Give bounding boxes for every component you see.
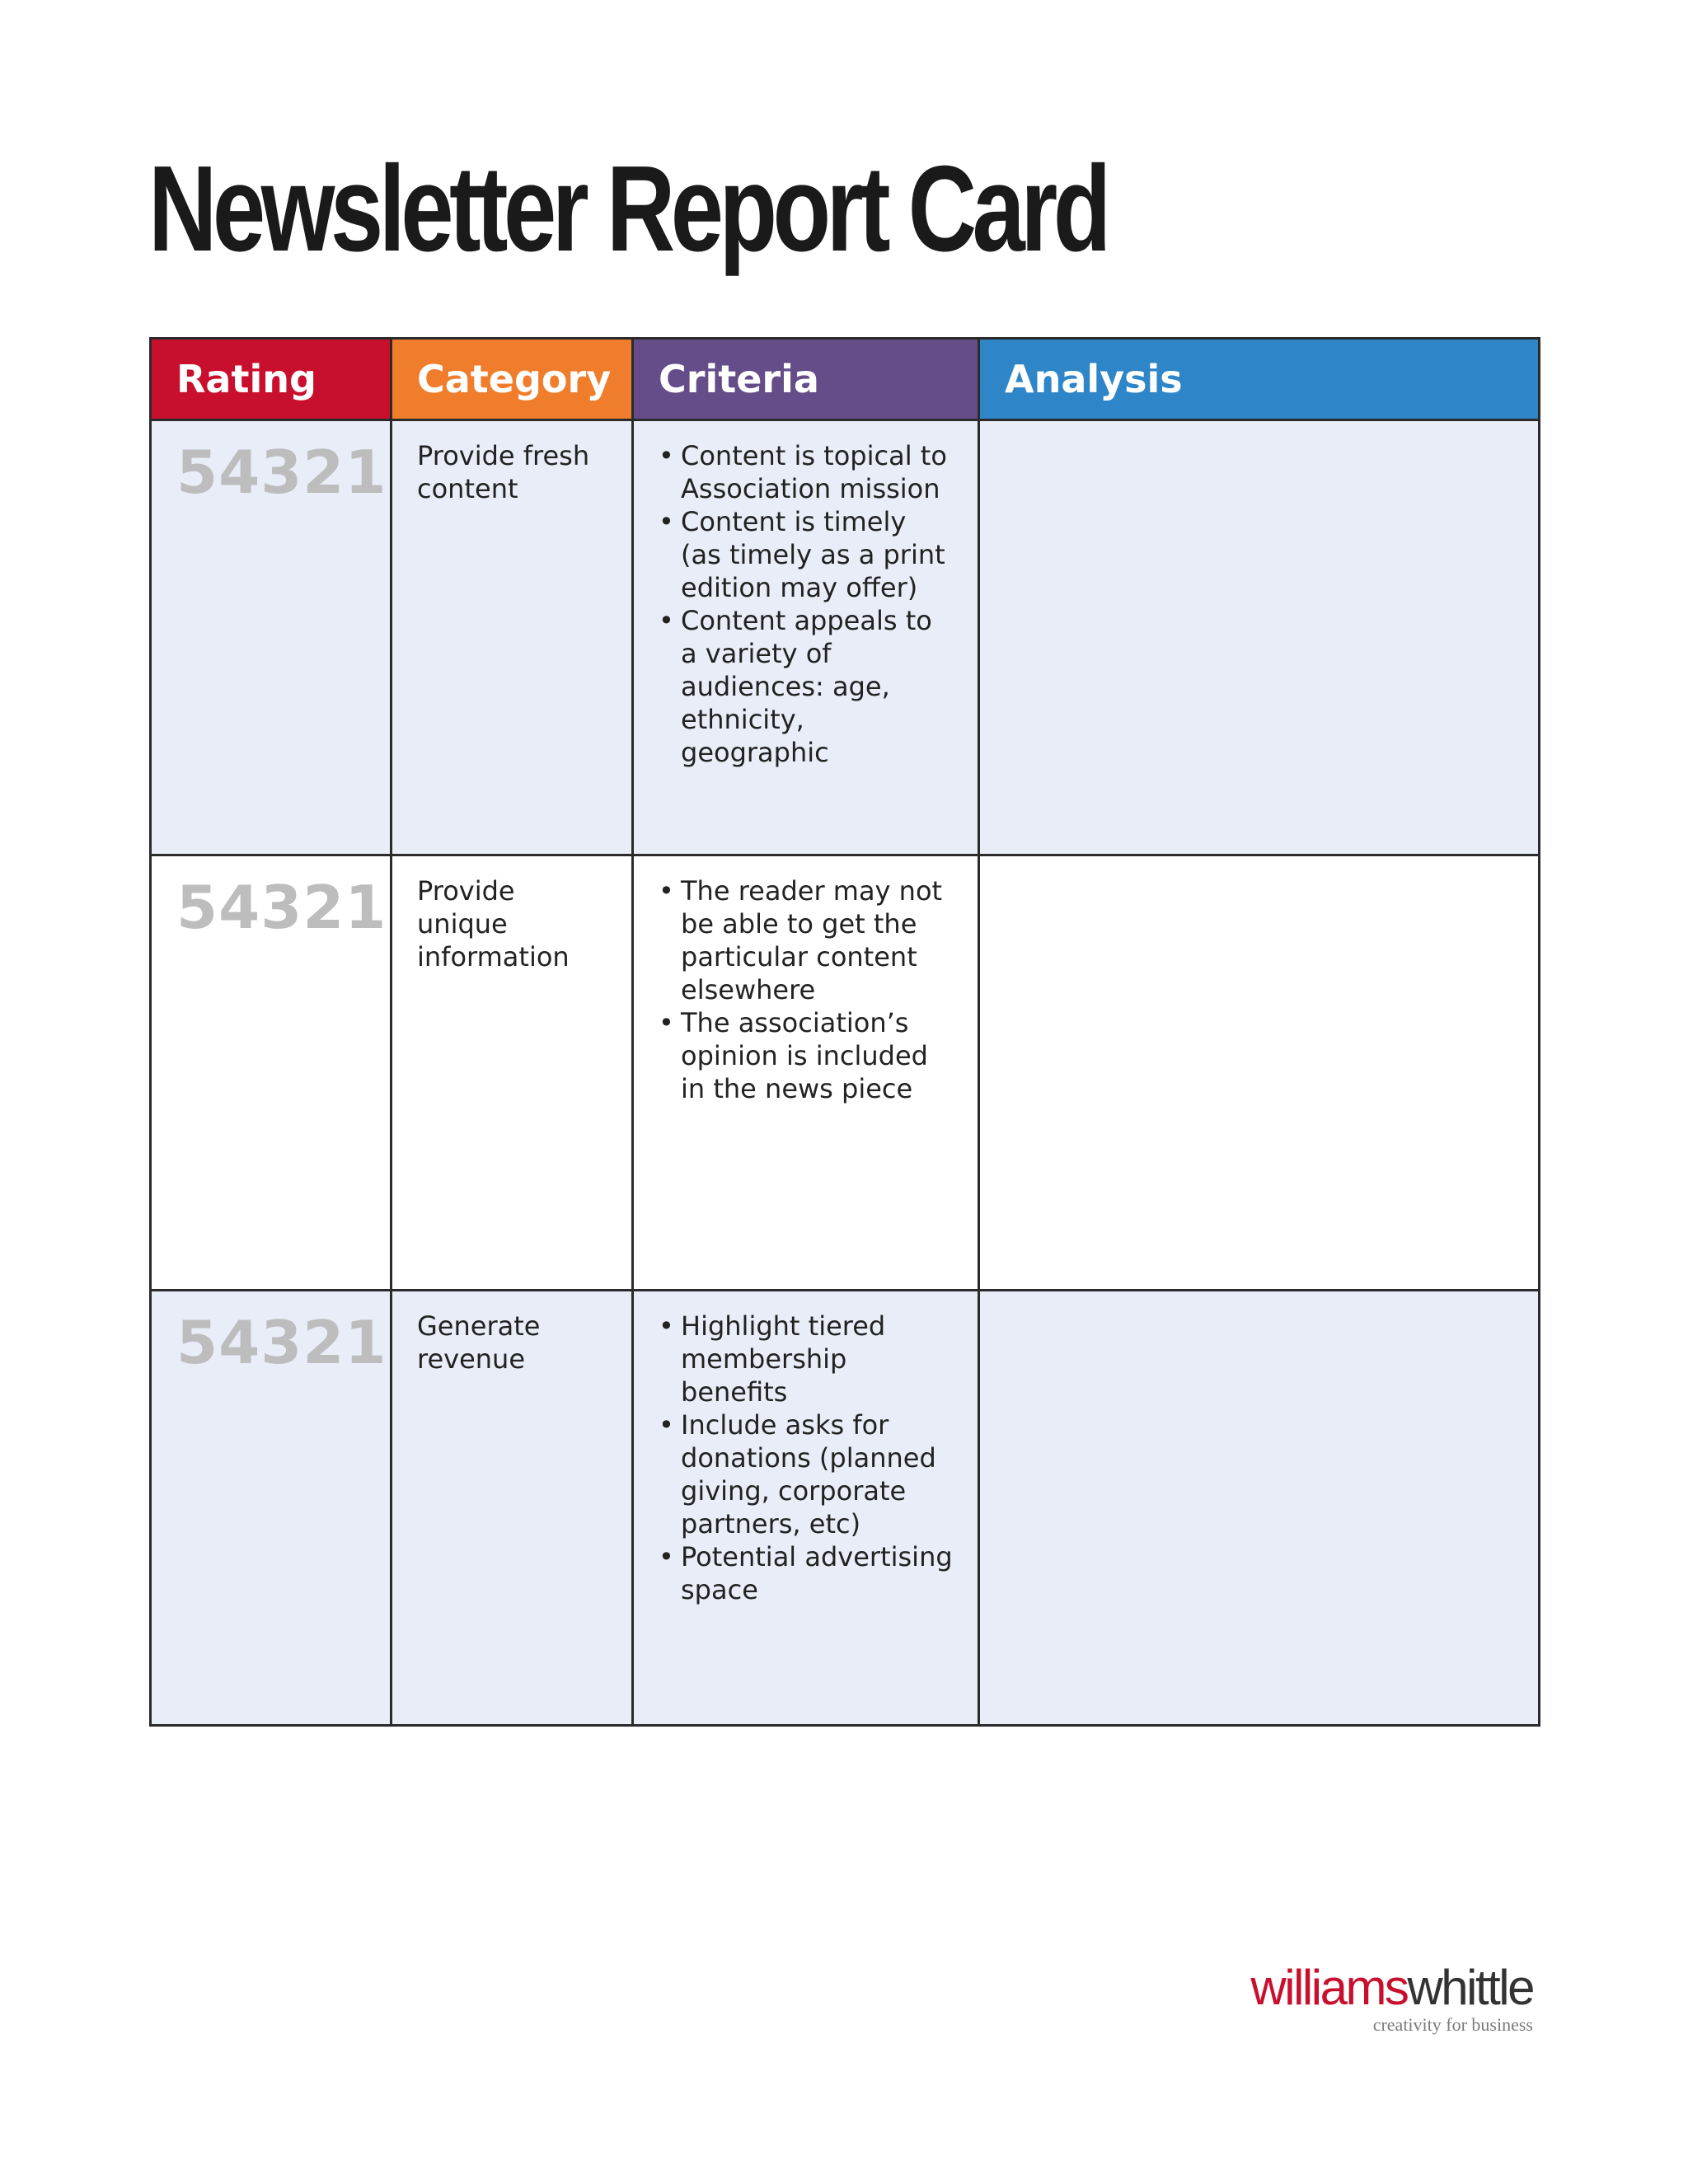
criteria-cell [633,855,979,1291]
rating-scale: 54321 [176,873,387,942]
category-cell [392,420,633,855]
criteria-item: • Content appeals to a variety of audiences: age, ethnicity, geographic [659,604,953,769]
criteria-item: • Content is topical to Association mission [659,439,953,505]
williamswhittle-logo [1250,1960,1533,2036]
category-cell [392,855,633,1291]
criteria-item: • Include asks for donations (planned giving, corporate partners, etc) [659,1408,953,1540]
header-criteria: Criteria [633,339,979,420]
header-row [151,339,1540,420]
analysis-cell[interactable] [979,855,1540,1291]
criteria-list [659,1310,953,1606]
category-text: Provide fresh content [417,440,590,504]
logo-tagline: creativity for business [1372,2014,1533,2035]
category-cell [392,1291,633,1726]
page-title: Newsletter Report Card [148,141,1107,277]
header-rating: Rating [151,339,392,420]
criteria-cell [633,1291,979,1726]
criteria-item: • Potential advertising space [659,1540,953,1606]
criteria-item: • The reader may not be able to get the particular content elsewhere [659,874,953,1006]
criteria-item: • The association’s opinion is included in the news piece [659,1006,953,1105]
table-row [151,1291,1540,1726]
criteria-cell [633,420,979,855]
logo-whittle: whittle [1407,1960,1533,2015]
criteria-list [659,439,953,769]
category-text: Provide unique information [417,875,570,972]
criteria-list [659,874,953,1105]
table-row [151,855,1540,1291]
analysis-cell[interactable] [979,420,1540,855]
logo-williams: williams [1250,1960,1408,2015]
header-category: Category [392,339,633,420]
rating-cell [151,1291,392,1726]
rating-cell [151,420,392,855]
analysis-cell[interactable] [979,1291,1540,1726]
criteria-item: • Highlight tiered membership benefits [659,1310,953,1408]
table-row [151,420,1540,855]
category-text: Generate revenue [417,1310,541,1375]
criteria-item: • Content is timely (as timely as a print edition may offer) [659,505,953,604]
header-analysis: Analysis [979,339,1540,420]
report-card-table [149,337,1540,1727]
rating-cell [151,855,392,1291]
rating-scale: 54321 [176,438,387,507]
rating-scale: 54321 [176,1308,387,1377]
logo-wordmark [1250,1960,1533,2015]
